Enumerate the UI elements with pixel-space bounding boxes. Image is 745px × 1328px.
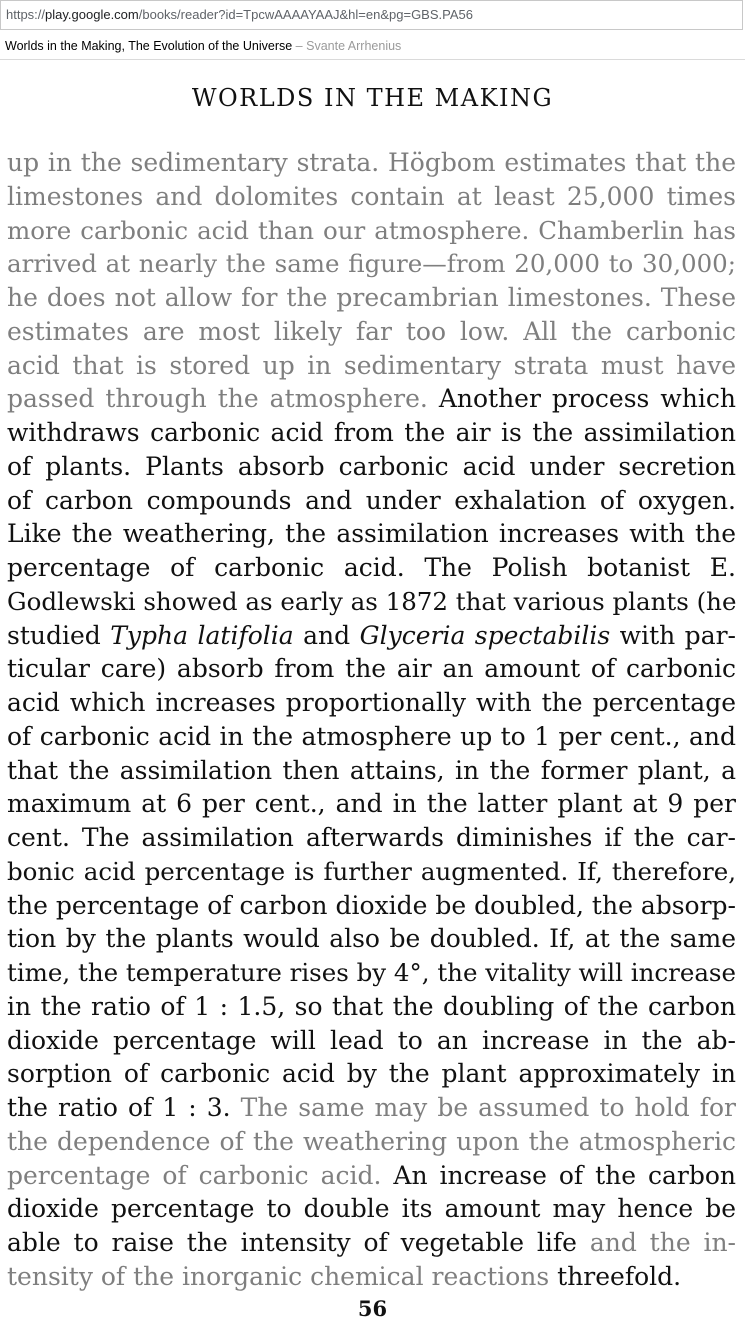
page-number: 56 bbox=[357, 1296, 388, 1321]
text-line bbox=[7, 1192, 736, 1226]
text-line bbox=[7, 585, 736, 619]
text-segment: tensity of the inorganic chemical reactions bbox=[7, 1261, 558, 1291]
text-segment: with par- bbox=[610, 620, 736, 650]
text-segment: arrived at nearly the same figure—from 20,000 to 30,000; bbox=[7, 249, 736, 279]
text-segment: passed through the atmosphere. bbox=[7, 384, 439, 414]
text-line bbox=[7, 484, 736, 518]
text-segment: up in the sedimentary strata. Högbom estimates that the bbox=[7, 148, 736, 177]
text-line bbox=[7, 1024, 736, 1058]
text-line bbox=[7, 821, 736, 855]
text-segment: dioxide percentage will lead to an increase in the ab- bbox=[7, 1025, 736, 1055]
text-segment: An increase of the carbon bbox=[393, 1160, 736, 1190]
text-segment: acid which increases proportionally with the percentage bbox=[7, 688, 736, 717]
text-segment: and bbox=[293, 620, 360, 650]
text-segment: more carbonic acid than our atmosphere. Chamberlin has bbox=[7, 215, 736, 245]
text-segment: that the assimilation then attains, in the former plant, a bbox=[7, 755, 736, 785]
text-segment: ticular care) absorb from the air an amount of carbonic bbox=[7, 654, 736, 684]
text-segment: percentage of carbonic acid. bbox=[7, 1160, 394, 1190]
text-line bbox=[7, 1226, 736, 1260]
text-segment: the ratio of 1 : 3. bbox=[7, 1093, 241, 1122]
text-line bbox=[7, 720, 736, 754]
text-line bbox=[7, 180, 736, 214]
text-line bbox=[7, 349, 736, 383]
text-segment: maximum at 6 per cent., and in the latter plant at 9 per bbox=[7, 789, 736, 819]
text-segment: percentage of carbonic acid. The Polish botanist E. bbox=[7, 553, 736, 582]
text-line bbox=[7, 686, 736, 720]
text-segment: able to raise the intensity of vegetable life bbox=[7, 1228, 590, 1257]
text-segment: of carbonic acid in the atmosphere up to 1 per cent., and bbox=[7, 721, 736, 751]
text-segment: Another process which bbox=[438, 384, 736, 414]
text-segment: threefold. bbox=[557, 1261, 682, 1291]
text-segment: estimates are most likely far too low. All the carbonic bbox=[7, 316, 736, 346]
text-segment: Like the weathering, the assimilation increases with the bbox=[7, 519, 736, 549]
text-line bbox=[7, 922, 736, 956]
text-line bbox=[7, 214, 736, 248]
text-segment: dioxide percentage to double its amount may hence be bbox=[7, 1194, 736, 1224]
text-segment: the dependence of the weathering upon the atmospheric bbox=[7, 1126, 736, 1156]
running-head: WORLDS IN THE MAKING bbox=[191, 84, 554, 112]
text-segment: cent. The assimilation afterwards diminishes if the car- bbox=[7, 823, 736, 852]
text-line bbox=[7, 450, 736, 484]
text-segment: of plants. Plants absorb carbonic acid under secretion bbox=[7, 451, 736, 481]
text-line bbox=[7, 956, 736, 990]
text-line bbox=[7, 146, 736, 180]
text-segment: studied bbox=[7, 620, 111, 650]
page-body-text bbox=[7, 146, 736, 1294]
book-header bbox=[0, 34, 745, 60]
text-line bbox=[7, 652, 736, 686]
text-segment: The same may be assumed to hold for bbox=[240, 1093, 736, 1122]
text-line bbox=[7, 855, 736, 889]
text-segment: acid that is stored up in sedimentary strata must have bbox=[7, 350, 736, 380]
text-line bbox=[7, 787, 736, 821]
text-line bbox=[7, 1260, 736, 1294]
text-segment: bonic acid percentage is further augmented. If, therefore, bbox=[7, 856, 736, 886]
url-path: /books/reader?id=TpcwAAAAYAAJ&hl=en&pg=GBS.PA56 bbox=[138, 7, 473, 22]
text-line bbox=[7, 517, 736, 551]
text-segment: time, the temperature rises by 4°, the vitality will increase bbox=[7, 958, 736, 987]
text-line bbox=[7, 1091, 736, 1125]
text-line bbox=[7, 315, 736, 349]
text-segment: of carbon compounds and under exhalation of oxygen. bbox=[7, 485, 736, 515]
text-line bbox=[7, 990, 736, 1024]
title-author-separator: – bbox=[295, 39, 303, 53]
book-author[interactable]: Svante Arrhenius bbox=[306, 39, 402, 53]
text-segment: and the in- bbox=[589, 1228, 736, 1257]
text-line bbox=[7, 1159, 736, 1193]
book-page bbox=[0, 60, 745, 1328]
text-segment: the percentage of carbon dioxide be doubled, the absorp- bbox=[7, 890, 737, 920]
text-line bbox=[7, 889, 736, 923]
text-segment: sorption of carbonic acid by the plant approximately in bbox=[7, 1059, 736, 1089]
url-domain: play.google.com bbox=[45, 7, 139, 22]
text-segment: tion by the plants would also be doubled. If, at the same bbox=[7, 924, 736, 954]
text-line bbox=[7, 1057, 736, 1091]
text-segment: withdraws carbonic acid from the air is the assimilation bbox=[7, 418, 736, 447]
italic-text-segment: Typha latifolia bbox=[110, 620, 294, 650]
text-segment: he does not allow for the precambrian limestones. These bbox=[7, 283, 736, 312]
text-line bbox=[7, 754, 736, 788]
text-line bbox=[7, 416, 736, 450]
text-line bbox=[7, 247, 736, 281]
text-line bbox=[7, 551, 736, 585]
text-segment: limestones and dolomites contain at least 25,000 times bbox=[7, 181, 736, 211]
url-protocol: https:// bbox=[6, 7, 46, 22]
book-title[interactable]: Worlds in the Making, The Evolution of the Universe bbox=[5, 39, 293, 53]
text-line bbox=[7, 619, 736, 653]
text-segment: Godlewski showed as early as 1872 that various plants (he bbox=[7, 586, 737, 616]
text-line bbox=[7, 281, 736, 315]
text-line bbox=[7, 1125, 736, 1159]
italic-text-segment: Glyceria spectabilis bbox=[359, 620, 611, 650]
address-bar[interactable] bbox=[0, 0, 743, 30]
text-segment: in the ratio of 1 : 1.5, so that the doubling of the carbon bbox=[7, 991, 736, 1021]
text-line bbox=[7, 382, 736, 416]
